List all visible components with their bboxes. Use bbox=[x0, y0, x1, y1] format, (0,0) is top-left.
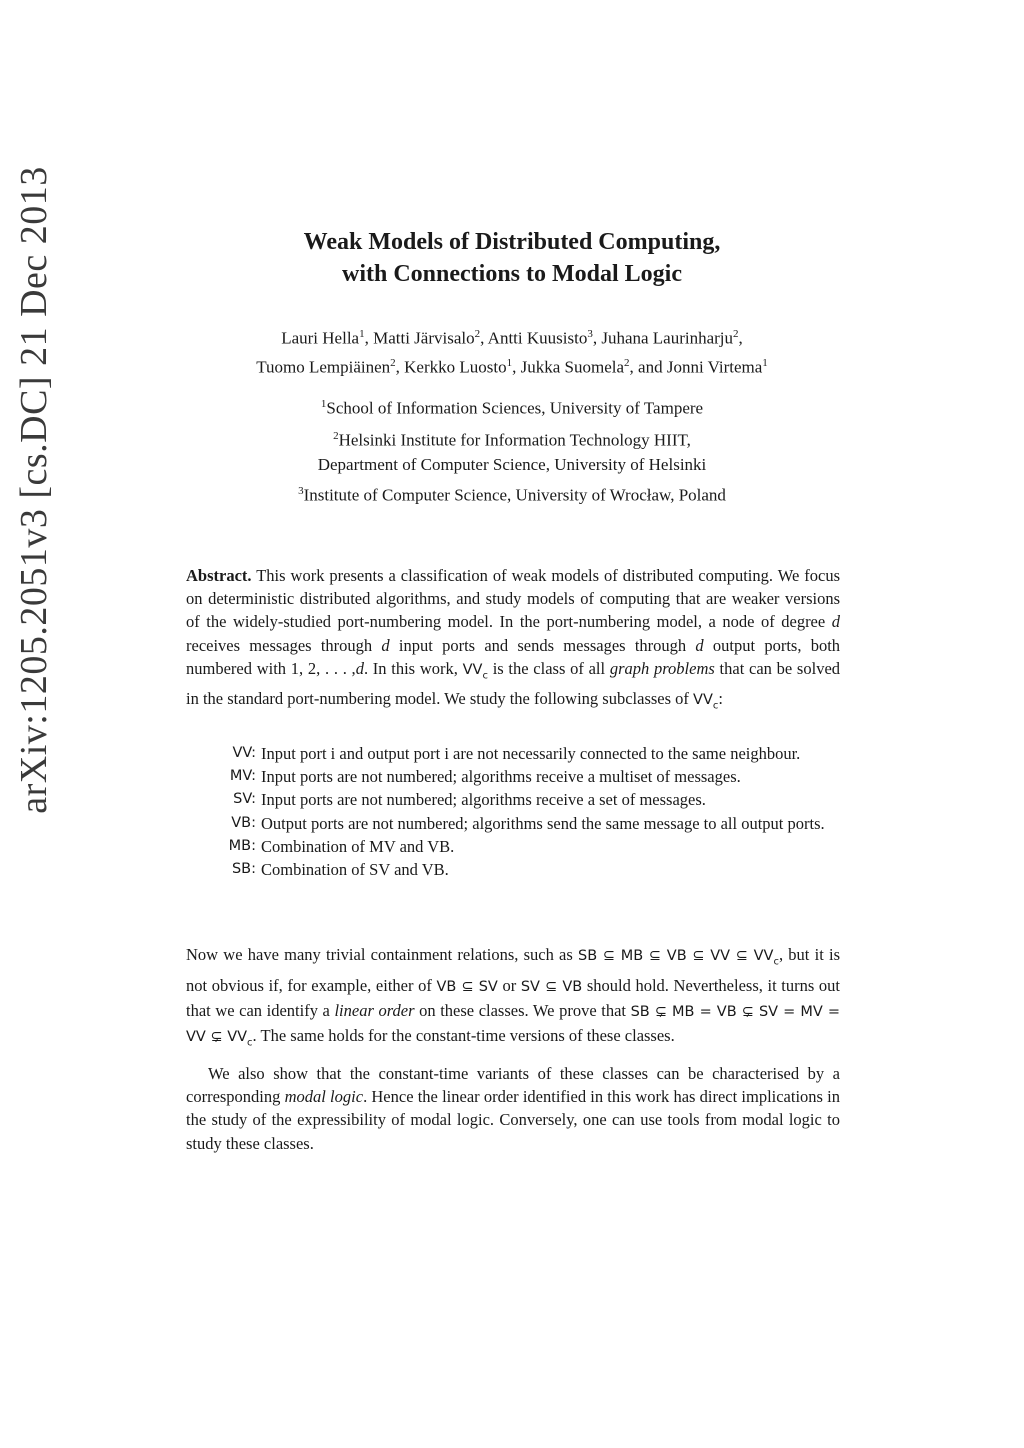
abstract: Abstract. This work presents a classification of weak models of distributed computing. We focus on deterministic distributed algorithms, and study models of computing that are weaker versions of the widely-studied port-numbering model. In the port-numbering model, a node of degree d receives messages through d input ports and sends messages through d output ports, both numbered with 1, 2, . . . ,d. In this work, $VV_c$ is the class of all graph problems that can be solved in the standard port-numbering model. We study the following subclasses of $VV_c$: bbox=[186, 566, 841, 712]
author: Matti Järvisalo bbox=[373, 328, 475, 348]
title-line-1: Weak Models of Distributed Computing, bbox=[303, 229, 721, 255]
arxiv-identifier: arXiv:1205.2051v3 [cs.DC] 21 Dec 2013 bbox=[13, 166, 55, 814]
definition-item: VB: Output ports are not numbered; algorithms send the same message to all output ports. bbox=[231, 813, 825, 833]
author: Lauri Hella bbox=[281, 328, 360, 348]
affiliation-2: $^2$Helsinki Institute for Information Technology HIIT, Department of Computer Science, University of Helsinki bbox=[317, 430, 707, 474]
model-definitions bbox=[186, 742, 840, 881]
author: Tuomo Lempiäinen bbox=[256, 357, 391, 377]
abstract-label: Abstract. bbox=[186, 566, 252, 585]
definition-item: SV: Input ports are not numbered; algorithms receive a set of messages. bbox=[233, 790, 706, 810]
author: Jonni Virtema bbox=[666, 357, 763, 377]
affiliation-1: $^1$School of Information Sciences, University of Tampere bbox=[320, 398, 704, 418]
paper-title bbox=[0, 226, 1024, 290]
author: Antti Kuusisto bbox=[487, 328, 588, 348]
definition-item: MB: Combination of MV and VB. bbox=[228, 836, 455, 856]
definition-item: SB: Combination of SV and VB. bbox=[231, 860, 449, 880]
affiliation-3: $^3$Institute of Computer Science, University of Wrocław, Poland bbox=[298, 485, 726, 505]
paragraph-containment: Now we have many trivial containment relations, such as SB ⊆ MB ⊆ VB ⊆ VV ⊆ $VV_c$, but it is not obvious if, for example, either of VB ⊆ SV or SV ⊆ VB should hold. Nevertheless, it turns out that we can identify a linear order on these classes. We prove that SB ⊊ MB = VB ⊊ SV = MV = VV ⊊ $VV_c$. The same holds for the constant-time versions of these classes. bbox=[186, 945, 841, 1049]
definition-item: VV: Input port i and output port i are not necessarily connected to the same neighbour. bbox=[232, 744, 801, 763]
paragraph-modal-logic: We also show that the constant-time variants of these classes can be characterised by a corresponding modal logic. Hence the linear order identified in this work has direct implications in the study of the expressibility of modal logic. Conversely, one can use tools from modal logic to study these classes. bbox=[186, 1064, 840, 1153]
definition-item: MV: Input ports are not numbered; algorithms receive a multiset of messages. bbox=[229, 767, 741, 787]
author: Kerkko Luosto bbox=[404, 357, 507, 377]
author: Juhana Laurinharju bbox=[601, 328, 734, 348]
author: Jukka Suomela bbox=[520, 357, 625, 377]
title-line-2: with Connections to Modal Logic bbox=[341, 261, 682, 287]
author-list: Lauri Hella$^1$, Matti Järvisalo$^2$, Antti Kuusisto$^3$, Juhana Laurinharju$^2$, Tuomo Lempiäinen$^2$, Kerkko Luosto$^1$, Jukka Suomela$^2$, and Jonni Virtema$^1$ bbox=[256, 328, 768, 377]
